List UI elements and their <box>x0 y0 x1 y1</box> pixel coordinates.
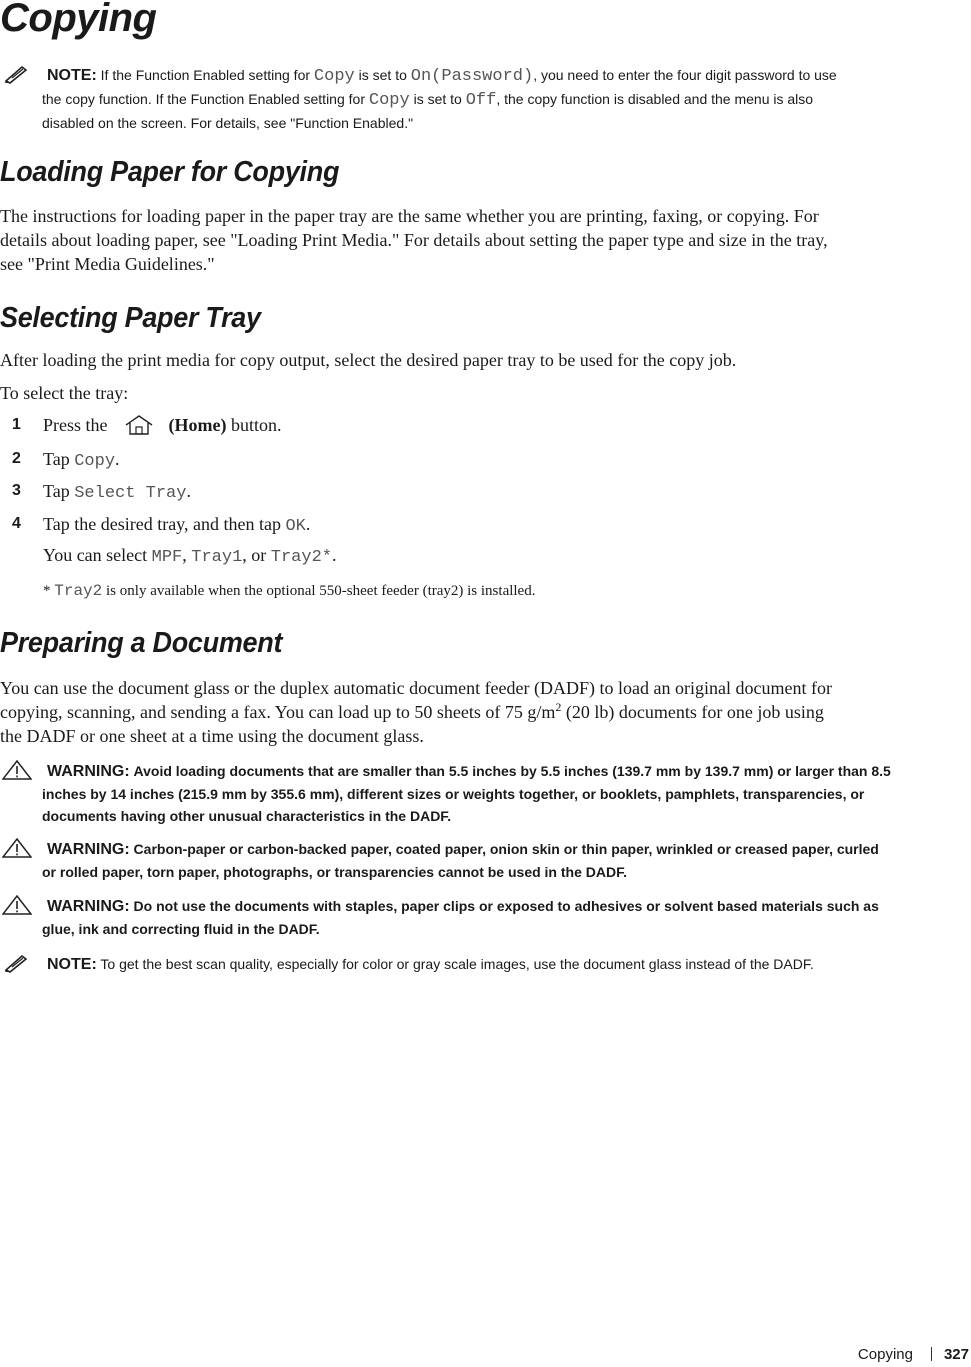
page-title: Copying <box>0 0 157 40</box>
footer-divider <box>931 1347 932 1361</box>
paragraph-tray-lead: To select the tray: <box>0 383 129 403</box>
note-label: NOTE: <box>47 67 97 84</box>
tray2-footnote: * Tray2 is only available when the optional 550-sheet feeder (tray2) is installed. <box>43 582 536 600</box>
warning-document-size: WARNING: Avoid loading documents that are smaller than 5.5 inches by 5.5 inches (139.7 mm by 139.7 mm) or larger than 8.5 inches by 14 inches (215.9 mm by 355.6 mm), different sizes or weights together, or booklets, pamphlets, transparencies, or documents having other unusual characteristics in the DADF. <box>0 760 971 827</box>
note-label: NOTE: <box>47 956 97 973</box>
warning-triangle-icon <box>2 760 32 780</box>
warning-triangle-icon <box>2 838 32 858</box>
heading-selecting-tray: Selecting Paper Tray <box>0 302 261 334</box>
paragraph-loading-paper: The instructions for loading paper in the paper tray are the same whether you are printing, faxing, or copying. For details about loading paper, see "Loading Print Media." For details about setting the paper type and size in the tray, see "Print Media Guidelines." <box>0 206 828 274</box>
paragraph-preparing-document: You can use the document glass or the duplex automatic document feeder (DADF) to load an original document for copying, scanning, and sending a fax. You can load up to 50 sheets of 75 $g/m^2$ (20 lb) documents for one job using the DADF or one sheet at a time using the document glass. <box>0 678 832 746</box>
paragraph-tray-intro: After loading the print media for copy output, select the desired paper tray to be used for the copy job. <box>0 350 737 370</box>
manual-page: Copying NOTE: If the Function Enabled setting for Copy is set to On(Password), you need to enter the four digit password to use the copy function. If the Function Enabled setting for Copy is set to Off, the copy function is disabled and the menu is also disabled on the screen. For details, see "Function Enabled." Loading Paper for Copying The instructions for loading paper in the paper tray are the same whether you are printing, faxing, or copying. For details about loading paper, see "Loading Print Media." For details about setting the paper type and size in the tray, see "Print Media Guidelines." Selecting Paper Tray After loading the print media for copy output, select the desired paper tray to be used for the copy job. To select the tray: 1 Press the (Home) button. 2 Tap Copy. 3 Tap Select Tray. 4 Tap the desired tray, and then tap OK. You can select MPF, Tray1, or Tray2*. * Tray2 is only available when the optional 550-sheet feeder (tray2) is installed. Preparing a Document You can use the document glass or the duplex automatic document feeder (DADF) to load an original document for copying, scanning, and sending a fax. You can load up to 50 sheets of 75 $g/m^2$ (20 lb) documents for one job using the DADF or one sheet at a time using the document glass. WARNING: Avoid loading documents that are smaller than 5.5 inches by 5.5 inches (139.7 mm by 139.7 mm) or larger than 8.5 inches by 14 inches (215.9 mm by 355.6 mm), different sizes or weights together, or booklets, pamphlets, transparencies, or documents having other unusual characteristics in the DADF. WARNING: Carbon-paper or carbon-backed paper, coated paper, onion skin or thin paper, wrinkled or creased paper, curled or rolled paper, torn paper, photographs, or transparencies cannot be used in the DADF. WARNING: Do not use the documents with staples, paper clips or exposed to adhesives or solvent based materials such as glue, ink and correcting fluid in the DADF. NOTE: To get the best scan quality, especially for color or gray scale images, use the document glass instead of the DADF. Copying 327 <box>0 0 971 1367</box>
note-scan-quality: NOTE: To get the best scan quality, especially for color or gray scale images, use the document glass instead of the DADF. <box>0 953 971 976</box>
note-function-enabled: NOTE: If the Function Enabled setting for Copy is set to On(Password), you need to enter the four digit password to use the copy function. If the Function Enabled setting for Copy is set to Off, the copy function is disabled and the menu is also disabled on the screen. For details, see "Function Enabled." <box>0 64 971 134</box>
page-number: 327 <box>943 1346 969 1363</box>
warning-triangle-icon <box>2 895 32 915</box>
footer-section: Copying <box>857 1346 913 1363</box>
warning-paper-types: WARNING: Carbon-paper or carbon-backed paper, coated paper, onion skin or thin paper, wrinkled or creased paper, curled or rolled paper, torn paper, photographs, or transparencies cannot be used in the DADF. <box>0 838 971 883</box>
page-footer <box>858 1346 969 1363</box>
pencil-note-icon <box>2 64 32 84</box>
pencil-note-icon <box>2 953 32 973</box>
heading-preparing-document: Preparing a Document <box>0 627 283 659</box>
heading-loading-paper: Loading Paper for Copying <box>0 156 340 188</box>
home-icon <box>120 414 158 436</box>
warning-staples-adhesives: WARNING: Do not use the documents with staples, paper clips or exposed to adhesives or solvent based materials such as glue, ink and correcting fluid in the DADF. <box>0 895 971 940</box>
